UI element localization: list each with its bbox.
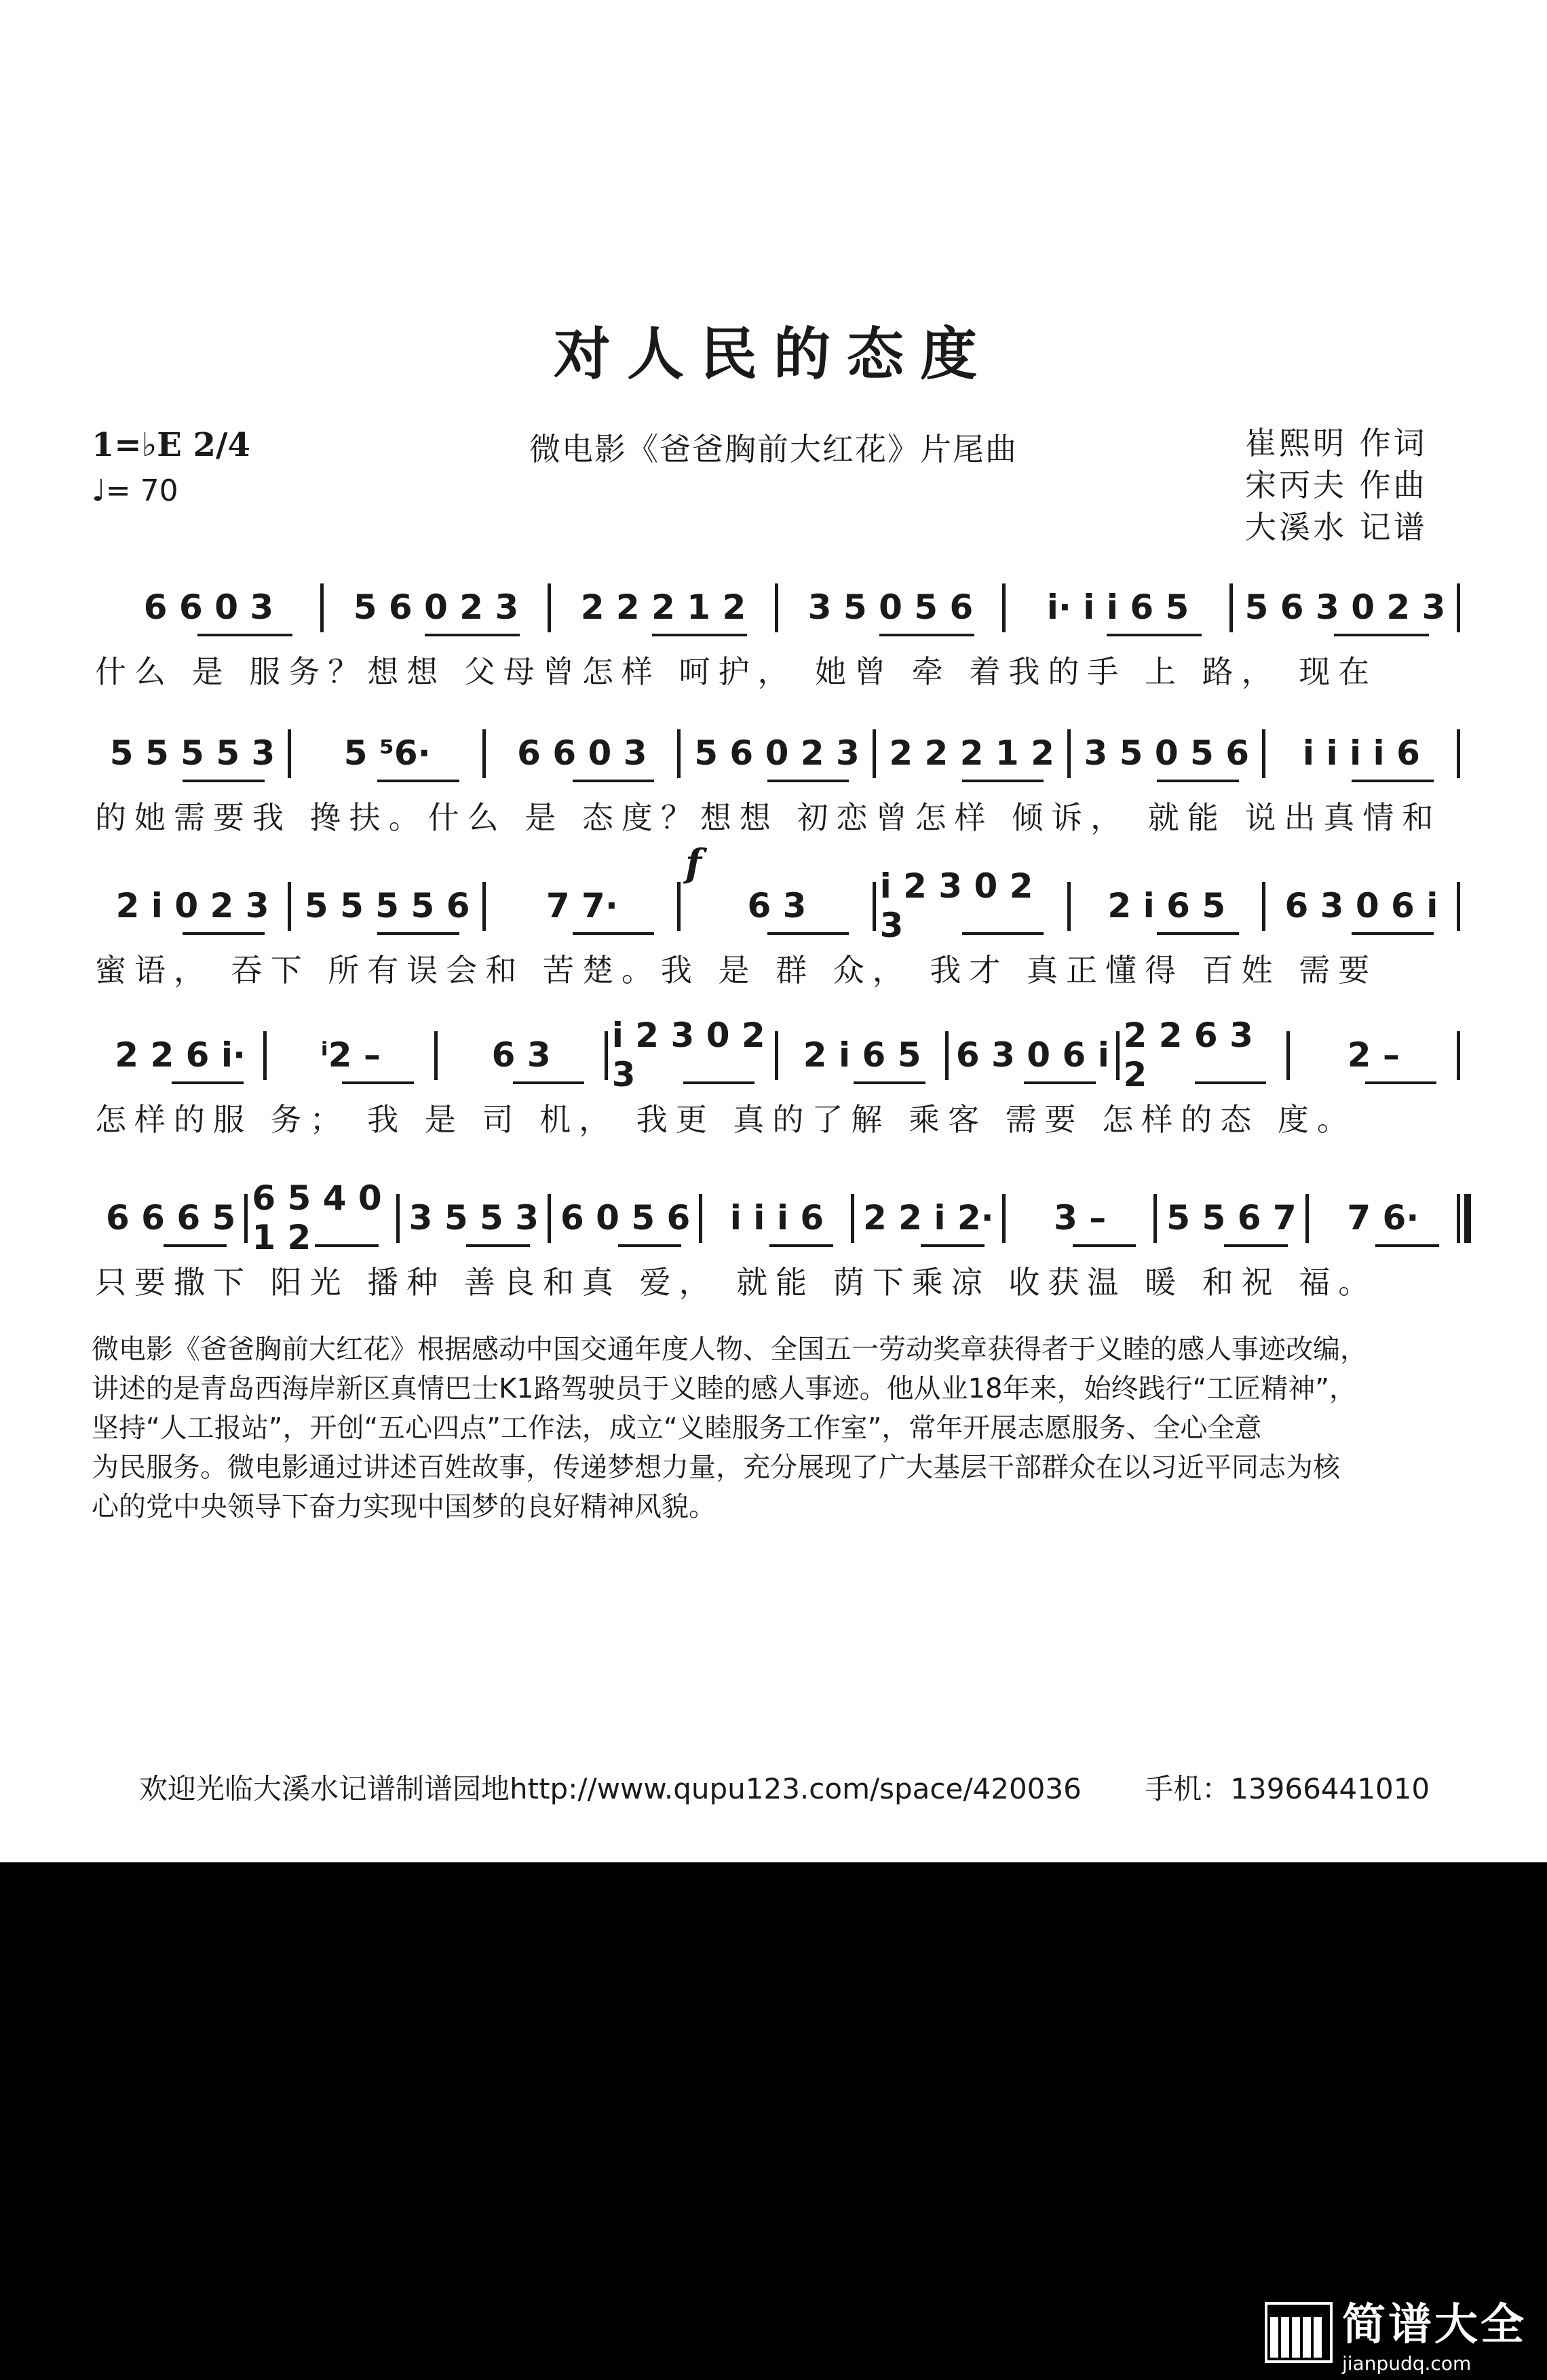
barline xyxy=(434,1031,438,1080)
measure: 6 5 4 0 1 2 xyxy=(252,1178,382,1257)
measure: 5 6 0 2 3 xyxy=(694,733,860,773)
measure: 5 ⁵6· xyxy=(343,733,431,773)
beam-underline xyxy=(1224,1244,1288,1247)
beam-underline xyxy=(377,780,459,782)
measure: 6 6 6 5 xyxy=(105,1198,236,1237)
measure: 5 6 0 2 3 xyxy=(353,588,519,627)
measure: 3 5 5 3 xyxy=(408,1198,539,1237)
measure: 6 3 xyxy=(747,886,807,925)
notes-line xyxy=(95,1016,1459,1094)
barline xyxy=(548,583,551,632)
barline xyxy=(1305,1194,1309,1243)
description-line: 坚持“人工报站”，开创“五心四点”工作法，成立“义睦服务工作室”，常年开展志愿服务、全心全意 xyxy=(92,1413,1262,1444)
notes-line xyxy=(95,866,1459,945)
barline xyxy=(482,882,486,931)
lyricist-credit: 崔熙明 作词 xyxy=(1245,425,1428,461)
barline xyxy=(1457,729,1460,778)
score-row xyxy=(95,583,1459,692)
beam-underline xyxy=(1334,634,1430,636)
score-row xyxy=(95,729,1459,838)
barline xyxy=(1002,583,1006,632)
barline xyxy=(482,729,486,778)
barline xyxy=(1262,882,1265,931)
description-paragraph xyxy=(92,1330,1455,1527)
beam-underline xyxy=(1352,780,1434,782)
transcriber-credit: 大溪水 记谱 xyxy=(1245,509,1428,545)
beam-underline xyxy=(1195,1081,1267,1084)
beam-underline xyxy=(183,780,265,782)
beam-underline xyxy=(1107,634,1202,636)
barline xyxy=(1262,729,1265,778)
tempo-marking: ♩= 70 xyxy=(92,474,178,508)
barline xyxy=(288,729,291,778)
measure: 5 5 5 5 3 xyxy=(109,733,275,773)
measure: i i i 6 xyxy=(729,1198,824,1237)
beam-underline xyxy=(854,1081,925,1084)
barline xyxy=(1002,1194,1006,1243)
beam-underline xyxy=(1375,1244,1439,1247)
watermark-brand: 简谱大全 xyxy=(1342,2300,1527,2350)
beam-underline xyxy=(1024,1081,1096,1084)
barline xyxy=(851,1194,854,1243)
measure: 7 6· xyxy=(1347,1198,1419,1237)
lyrics-line: 怎样的服 务； 我 是 司 机， 我更 真的了解 乘客 需要 怎样的态 度。 xyxy=(95,1101,1356,1138)
notes-line xyxy=(95,1178,1459,1257)
beam-underline xyxy=(618,1244,682,1247)
lyrics-line: 只要撒下 阳光 播种 善良和真 爱， 就能 荫下乘凉 收获温 暖 和祝 福。 xyxy=(95,1264,1378,1301)
barline xyxy=(1457,882,1460,931)
watermark-logo xyxy=(1265,2290,1527,2375)
footer-phone: 手机：13966441010 xyxy=(1145,1772,1430,1805)
beam-underline xyxy=(315,1244,379,1247)
beam-underline xyxy=(513,1081,585,1084)
measure: 6 3 xyxy=(491,1035,551,1075)
barline xyxy=(244,1194,248,1243)
beam-underline xyxy=(573,780,655,782)
measure: 3 5 0 5 6 xyxy=(807,588,974,627)
barline xyxy=(873,882,876,931)
barline xyxy=(873,729,876,778)
score-row xyxy=(95,1178,1459,1303)
measure: 2 2 i 2· xyxy=(862,1198,994,1237)
measure: 2 2 6 i· xyxy=(115,1035,246,1075)
measure: 2 2 2 1 2 xyxy=(889,733,1054,773)
barline xyxy=(288,882,291,931)
beam-underline xyxy=(342,1081,414,1084)
barline xyxy=(775,583,778,632)
description-line: 心的党中央领导下奋力实现中国梦的良好精神风貌。 xyxy=(92,1491,716,1522)
barline xyxy=(396,1194,400,1243)
barline xyxy=(605,1031,608,1080)
measure: i i i i 6 xyxy=(1302,733,1420,773)
barline xyxy=(775,1031,778,1080)
beam-underline xyxy=(962,780,1044,782)
beam-underline xyxy=(879,634,975,636)
barline xyxy=(1457,1031,1460,1080)
beam-underline xyxy=(425,634,520,636)
page-title: 对人民的态度 xyxy=(553,320,993,387)
measure: 6 6 0 3 xyxy=(517,733,647,773)
description-line: 微电影《爸爸胸前大红花》根据感动中国交通年度人物、全国五一劳动奖章获得者于义睦的感人事迹改编， xyxy=(92,1334,1367,1365)
beam-underline xyxy=(573,932,655,935)
beam-underline xyxy=(652,634,748,636)
measure: 6 3 0 6 i xyxy=(955,1035,1109,1075)
barline xyxy=(1116,1031,1120,1080)
beam-underline xyxy=(1073,1244,1137,1247)
beam-underline xyxy=(769,1244,833,1247)
barline xyxy=(677,729,681,778)
barline xyxy=(945,1031,949,1080)
footer xyxy=(139,1767,1430,1807)
barline xyxy=(548,1194,551,1243)
barline xyxy=(699,1194,702,1243)
lyrics-line: 的她需要我 搀扶。什么 是 态度？想想 初恋曾怎样 倾诉， 就能 说出真情和 xyxy=(95,799,1442,836)
barline xyxy=(677,882,681,931)
lyrics-line: 蜜语， 吞下 所有误会和 苦楚。我 是 群 众， 我才 真正懂得 百姓 需要 xyxy=(95,952,1378,989)
beam-underline xyxy=(1157,780,1239,782)
beam-underline xyxy=(377,932,459,935)
description-line: 为民服务。微电影通过讲述百姓故事，传递梦想力量，充分展现了广大基层干部群众在以习近平同志为核 xyxy=(92,1452,1340,1483)
barline xyxy=(1067,882,1071,931)
measure: 5 5 5 5 6 xyxy=(304,886,470,925)
measure: 6 6 0 3 xyxy=(143,588,274,627)
beam-underline xyxy=(962,932,1044,935)
measure: i 2 3 0 2 3 xyxy=(879,866,1033,945)
beam-underline xyxy=(921,1244,985,1247)
lyrics-line: 什么 是 服务？想想 父母曾怎样 呵护， 她曾 牵 着我的手 上 路， 现在 xyxy=(95,653,1378,690)
measure: 5 5 6 7 xyxy=(1166,1198,1297,1237)
credits xyxy=(1245,422,1428,548)
measure: 2 i 0 2 3 xyxy=(115,886,269,925)
beam-underline xyxy=(683,1081,755,1084)
subtitle: 微电影《爸爸胸前大红花》片尾曲 xyxy=(529,431,1018,467)
barline xyxy=(1153,1194,1157,1243)
beam-underline xyxy=(1365,1081,1437,1084)
beam-underline xyxy=(183,932,265,935)
measure: 6 0 5 6 xyxy=(560,1198,691,1237)
barline xyxy=(1457,1194,1460,1243)
measure: 2 2 2 1 2 xyxy=(580,588,746,627)
notes-line xyxy=(95,729,1459,790)
beam-underline xyxy=(1352,932,1434,935)
barline xyxy=(1457,583,1460,632)
measure: 3 5 0 5 6 xyxy=(1084,733,1250,773)
beam-underline xyxy=(1157,932,1239,935)
key-signature: 1=♭E 2/4 xyxy=(92,426,250,464)
watermark-url: jianpudq.com xyxy=(1342,2352,1472,2375)
measure: 2 – xyxy=(1347,1035,1400,1075)
piano-icon xyxy=(1265,2302,1333,2363)
beam-underline xyxy=(767,780,849,782)
beam-underline xyxy=(466,1244,530,1247)
measure: 2 2 6 3 2 xyxy=(1123,1016,1253,1094)
measure: 6 3 0 6 i xyxy=(1284,886,1438,925)
dynamic-forte-mark: f xyxy=(685,841,702,886)
final-barline xyxy=(1464,1194,1471,1243)
notes-line xyxy=(95,583,1459,645)
measure: ⁱ2 – xyxy=(320,1035,381,1075)
beam-underline xyxy=(172,1081,244,1084)
beam-underline xyxy=(164,1244,227,1247)
description-line: 讲述的是青岛西海岸新区真情巴士K1路驾驶员于义睦的感人事迹。他从业18年来，始终践行“工匠精神”， xyxy=(92,1373,1357,1404)
beam-underline xyxy=(767,932,849,935)
barline xyxy=(1229,583,1233,632)
barline xyxy=(263,1031,267,1080)
barline xyxy=(320,583,324,632)
measure: 2 i 6 5 xyxy=(1107,886,1226,925)
footer-site: 欢迎光临大溪水记谱制谱园地http://www.qupu123.com/space/420036 xyxy=(139,1772,1082,1805)
measure: i 2 3 0 2 3 xyxy=(611,1016,765,1094)
measure: 7 7· xyxy=(546,886,618,925)
measure: 5 6 3 0 2 3 xyxy=(1244,588,1446,627)
beam-underline xyxy=(197,634,293,636)
barline xyxy=(1067,729,1071,778)
measure: 3 – xyxy=(1054,1198,1107,1237)
barline xyxy=(1286,1031,1290,1080)
measure: 2 i 6 5 xyxy=(803,1035,921,1075)
composer-credit: 宋丙夫 作曲 xyxy=(1245,467,1428,503)
score-row xyxy=(95,866,1459,991)
score-row xyxy=(95,1016,1459,1140)
measure: i· i i 6 5 xyxy=(1046,588,1189,627)
